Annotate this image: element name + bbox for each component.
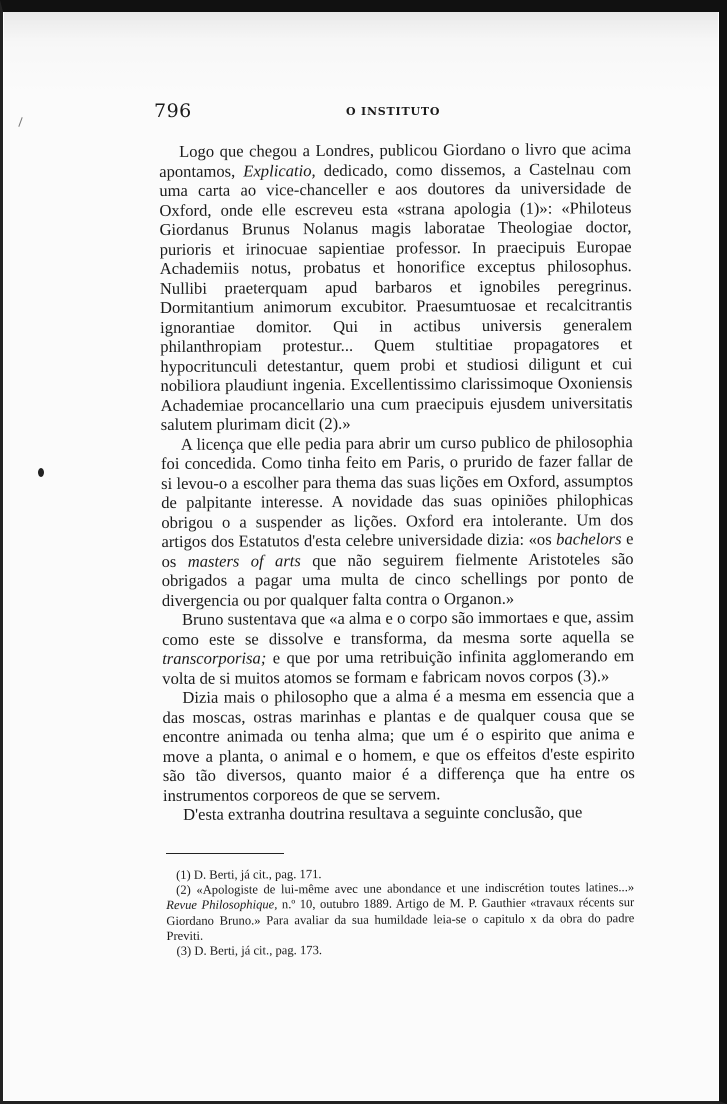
text-run: n.º 10, outubro 1889. Artigo de M. P. Gauthier «travaux récents sur Giordano Bruno.» Para avaliar da sua humildade leia-se o capitulo x da obra do padre Previti. [166, 895, 635, 943]
book-page [4, 12, 718, 1100]
paragraph [162, 607, 634, 688]
footnotes [166, 865, 635, 959]
text-run: dedicado, como dissemos, a Castelnau com uma carta ao vice-chanceller e aos doutores da universidade de Oxford, onde elle escreveu esta «strana apologia (1)»: «Philoteus Giordanus Brunus Nolanus magis laboratae Theologiae doctor, purioris et irinocuae sapientiae professor. In praecipuis Europae Achademiis notus, probatus et honorifice exceptus philosophus. Nullibi praeterquam apud barbaros et ignobiles peregrinus. Dormitantium animorum excubitor. Praesumtuosae et recalcitrantis ignorantiae domitor. Qui in actibus universis generalem philanthropiam protestur... Quem stultitiae propagatores et hypocritunculi detestantur, quem probi et studiosi diligunt et cui nobiliora plaudiunt ingenia. Excellentissimo clarissimoque Oxoniensis Achademiae procancellario una cum praecipuis ejusdem universitatis salutem plurimam dicit (2).» [159, 158, 633, 434]
text-run: e os [161, 529, 634, 571]
text-run: D'esta extranha doutrina resultava a seguinte conclusão, que [183, 802, 583, 824]
text-run: (1) D. Berti, já cit., pag. 171. [175, 867, 322, 882]
italic-text: Explicatio, [243, 160, 316, 180]
text-run: (2) «Apologiste de lui-même avec une abondance et une indiscrétion toutes latines...» [176, 880, 635, 898]
italic-text: Revue Philosophique, [166, 897, 278, 913]
text-run: Dizia mais o philosopho que a alma é a mesma em essencia que a das moscas, ostras marinhas e plantas e de qualquer cousa que se encontre animada ou tenha alma; que um é o espirito que anima e move a planta, o animal e o homem, e que os effeitos d'este espirito são tão diversos, quanto maior é a differença que ha entre os instrumentos corporeos de que se servem. [162, 685, 635, 805]
paragraph [161, 432, 634, 610]
footnote [166, 880, 634, 944]
text-run: Logo que chegou a Londres, publicou Giordano o livro que acima apontamos, [159, 139, 632, 181]
margin-ink-dot [38, 468, 44, 477]
page-number: 796 [154, 100, 192, 122]
text-run: que não seguirem fielmente Aristoteles são obrigados a pagar uma multa de cinco schellings por ponto de divergencia ou por qualquer falta contra o Organon.» [161, 548, 634, 610]
text-run: Bruno sustentava que «a alma e o corpo são immortaes e que, assim como este se dissolve e transforma, da mesma sorte aquella se [161, 607, 635, 649]
italic-text: masters of arts [187, 550, 301, 571]
page-header [154, 100, 634, 130]
paragraph [159, 139, 633, 434]
body-text [159, 139, 635, 824]
italic-text: transcorporisa; [162, 648, 267, 668]
paragraph [162, 685, 635, 805]
footnote [166, 941, 634, 959]
text-run: (3) D. Berti, já cit., pag. 173. [176, 943, 323, 958]
running-head: O INSTITUTO [346, 105, 441, 118]
paragraph [163, 802, 635, 824]
text-run: A licença que elle pedia para abrir um curso publico de philosophia foi concedida. Como tinha feito em Paris, o prurido de fazer fallar de si levou-o a escolher para thema das suas lições em Oxford, assumptos de palpitante interesse. A novidade das suas opiniões philophicas obrigou o a suspender as lições. Oxford era intolerante. Um dos artigos dos Estatutos d'esta celebre universidade dizia: «os [160, 431, 634, 551]
italic-text: bachelors [556, 529, 622, 549]
text-run: e que por uma retribuição infinita agglomerando em volta de si muitos atomos se formam e fabricam novos corpos (3).» [162, 646, 635, 688]
footnote-divider [166, 853, 284, 854]
